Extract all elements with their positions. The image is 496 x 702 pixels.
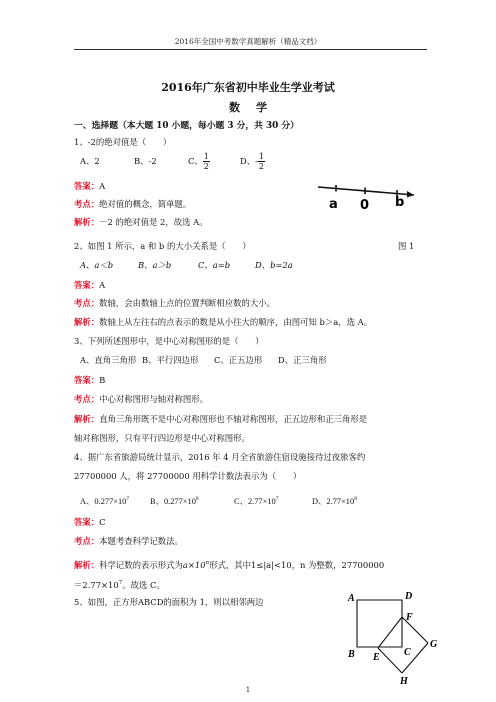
- q2-option-d: D、b=2a: [255, 260, 293, 270]
- q4-stem-1: 4、据广东省旅游局统计显示，2016 年 4 月全省旅游住宿设施接待过夜旅客约: [74, 452, 366, 462]
- q1-point-text: 绝对值的概念，简单题。: [99, 199, 192, 209]
- q1-options: [80, 152, 265, 171]
- vertex-c: C: [404, 647, 411, 658]
- analysis-label: 解析：: [74, 560, 100, 570]
- q3-stem: 3、下列所述图形中，是中心对称图形的是（ ）: [74, 336, 264, 346]
- q4-answer: [74, 517, 106, 527]
- page-header: 2016年全国中考数学真题解析（精品文档）: [174, 37, 322, 46]
- q4-analysis-line2: ＝2.77×10: [74, 580, 119, 590]
- q4-point-text: 本题考查科学记数法。: [99, 536, 183, 546]
- fraction-denominator: 2: [258, 162, 265, 171]
- point-label: 考点：: [74, 536, 100, 546]
- q4-option-c-exponent: 7: [275, 496, 279, 502]
- q4-analysis: [74, 558, 384, 570]
- label-b: b: [395, 195, 405, 210]
- q3-option-a: A、直角三角形: [80, 355, 137, 365]
- fraction-numerator: 1: [203, 152, 209, 161]
- q3-point: [74, 394, 208, 404]
- analysis-label: 解析：: [74, 414, 100, 424]
- answer-label: 答案：: [74, 517, 100, 527]
- analysis-label: 解析：: [74, 217, 100, 227]
- q4-analysis-line2-end: 。故选 C。: [122, 580, 165, 590]
- q2-answer-value: A: [99, 280, 106, 290]
- q2-point-text: 数轴，会由数轴上点的位置判断相应数的大小。: [99, 298, 275, 308]
- q4-stem-2: 27700000 人，将 27700000 用科学计数法表示为（ ）: [74, 471, 302, 481]
- q2-stem-text: 2、如图 1 所示，a 和 b 的大小关系是（ ）: [74, 241, 251, 251]
- answer-label: 答案：: [74, 280, 100, 290]
- q1-answer-value: A: [99, 181, 106, 191]
- q4-option-b: [150, 494, 234, 507]
- vertex-e: E: [373, 652, 380, 663]
- q4-point: [74, 536, 183, 546]
- q4-analysis-expr-exp: n: [205, 560, 210, 566]
- q2-option-c: C、a=b: [198, 260, 231, 270]
- q4-option-a-base: A、0.277×10: [80, 497, 127, 506]
- vertex-g: G: [430, 639, 438, 650]
- q4-option-a: [80, 494, 150, 507]
- vertex-f: F: [406, 612, 413, 623]
- q4-option-d-exponent: 8: [354, 496, 357, 502]
- q2-stem: [74, 241, 251, 251]
- q1-option-b: B、-2: [134, 156, 157, 166]
- q1-option-c-fraction: [203, 152, 210, 171]
- fraction-numerator: 1: [258, 152, 265, 161]
- q3-option-d: D、正三角形: [278, 355, 327, 365]
- segment-he: [378, 648, 402, 673]
- q1-analysis-text: －2 的绝对值是 2，故选 A。: [99, 217, 208, 227]
- exam-title: 2016年广东省初中毕业生学业考试: [161, 81, 335, 94]
- square-figure: [340, 585, 450, 685]
- q4-analysis-cont: [74, 578, 165, 590]
- q4-analysis-expr: a×10: [182, 560, 206, 570]
- q4-analysis-text-b: 形式，其中1≤|a|<10，n 为整数，27700000: [209, 560, 385, 570]
- q4-option-a-exponent: 7: [126, 496, 130, 502]
- q3-analysis-cont: 轴对称图形，只有平行四边形是中心对称图形。: [74, 433, 250, 443]
- answer-label: 答案：: [74, 375, 100, 385]
- q1-stem: 1、-2的绝对值是（ ）: [74, 137, 172, 147]
- q2-option-b: B、a＞b: [138, 260, 172, 270]
- q4-option-c-base: C、2.77×10: [234, 497, 276, 506]
- q3-answer: [74, 375, 105, 385]
- q4-answer-value: C: [99, 517, 106, 527]
- q3-option-b: B、平行四边形: [142, 355, 199, 365]
- q4-option-d-base: D、2.77×10: [312, 497, 355, 506]
- q1-answer: [74, 181, 105, 191]
- q4-options: [80, 494, 357, 507]
- number-line-axis: [318, 187, 414, 195]
- label-zero: 0: [360, 198, 370, 211]
- segment-ef: [378, 617, 402, 648]
- subject-title: 数学: [229, 101, 283, 114]
- figure-1-caption: 图 1: [398, 241, 415, 251]
- point-label: 考点：: [74, 199, 100, 209]
- point-label: 考点：: [74, 298, 100, 308]
- q2-analysis: [74, 317, 372, 327]
- q3-answer-value: B: [99, 375, 106, 385]
- q1-option-c: [188, 152, 240, 171]
- q4-option-d: [312, 494, 357, 507]
- q4-analysis-line2-exp: 7: [118, 580, 123, 586]
- fraction-denominator: 2: [203, 162, 209, 171]
- point-label: 考点：: [74, 394, 100, 404]
- square-abcd: [357, 600, 402, 647]
- number-line-figure: [318, 183, 418, 211]
- answer-label: 答案：: [74, 181, 100, 191]
- section-heading: 一、选择题（本大题 10 小题，每小题 3 分，共 30 分）: [74, 121, 299, 131]
- q3-point-text: 中心对称图形与轴对称图形。: [99, 394, 208, 404]
- q3-analysis-text-1: 直角三角形既不是中心对称图形也不轴对称图形，正五边形和正三角形是: [99, 414, 368, 424]
- q3-option-c: C、正五边形: [214, 355, 263, 365]
- q2-point: [74, 298, 275, 308]
- vertex-h: H: [400, 676, 408, 685]
- analysis-label: 解析：: [74, 317, 100, 327]
- q2-answer: [74, 280, 105, 290]
- vertex-d: D: [405, 591, 413, 602]
- q3-options: [80, 355, 327, 365]
- q1-option-a: A、2: [80, 156, 100, 166]
- q1-option-d: [240, 152, 265, 171]
- label-a: a: [329, 197, 338, 211]
- q4-option-b-exponent: 8: [195, 496, 199, 502]
- q1-analysis: [74, 217, 208, 227]
- page-number: 1: [245, 686, 251, 694]
- q2-options: [80, 260, 293, 270]
- q1-option-c-prefix: C、: [188, 156, 203, 166]
- vertex-a: A: [348, 593, 355, 604]
- q4-option-c: [234, 494, 312, 507]
- header-divider: [74, 49, 427, 50]
- q1-option-d-prefix: D、-: [240, 156, 258, 166]
- q4-option-b-base: B、0.277×10: [150, 497, 196, 506]
- q5-stem: 5、如图，正方形ABCD的面积为 1，则以相邻两边: [74, 597, 264, 607]
- q4-analysis-text-a: 科学记数的表示形式为: [99, 560, 183, 570]
- q1-point: [74, 199, 191, 209]
- q3-analysis: [74, 414, 367, 424]
- q2-analysis-text: 数轴上从左往右的点表示的数是从小往大的顺序，由图可知 b＞a，选 A。: [99, 317, 373, 327]
- vertex-b: B: [348, 649, 355, 660]
- q2-option-a: A、a＜b: [80, 260, 114, 270]
- q1-option-d-fraction: [258, 152, 265, 171]
